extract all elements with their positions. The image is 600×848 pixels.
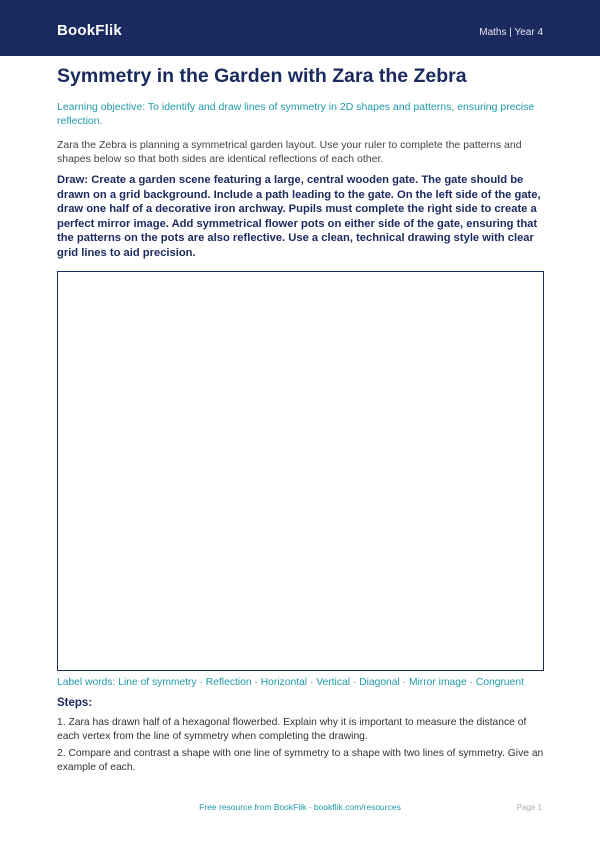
intro-text: Zara the Zebra is planning a symmetrical garden layout. Use your ruler to complete the patterns and shapes below so that both sides are identical reflections of each other. (57, 139, 522, 165)
page-header (0, 0, 600, 56)
draw-instruction: Draw: Create a garden scene featuring a large, central wooden gate. The gate should be drawn on a grid background. Include a path leading to the gate. On the left side of the gate, draw one half of a decorative iron archway. Pupils must complete the right side to create a perfect mirror image. Add symmetrical flower pots on either side of the gate, ensuring that the patterns on the pots are also reflective. Use a clean, technical drawing style with clear grid lines to aid precision. (57, 174, 541, 259)
step-item: 1. Zara has drawn half of a hexagonal flowerbed. Explain why it is important to measure the distance of each vertex from the line of symmetry when completing the drawing. (57, 717, 527, 742)
drawing-area[interactable] (57, 271, 544, 671)
label-words: Label words: Line of symmetry · Reflection · Horizontal · Vertical · Diagonal · Mirror image · Congruent (57, 677, 524, 688)
brand-logo[interactable]: BookFlik (57, 22, 122, 39)
learning-objective: Learning objective: To identify and draw lines of symmetry in 2D shapes and patterns, ensuring precise reflection. (57, 101, 535, 127)
footer-link[interactable]: Free resource from BookFlik · bookflik.com/resources (199, 802, 401, 812)
steps-heading: Steps: (57, 697, 93, 709)
step-item: 2. Compare and contrast a shape with one line of symmetry to a shape with two lines of symmetry. Give an example of each. (57, 748, 544, 773)
subject-year-label: Maths | Year 4 (479, 27, 543, 38)
page-number: Page 1 (516, 803, 542, 812)
page-title: Symmetry in the Garden with Zara the Zebra (57, 65, 467, 87)
steps-list (57, 716, 545, 778)
